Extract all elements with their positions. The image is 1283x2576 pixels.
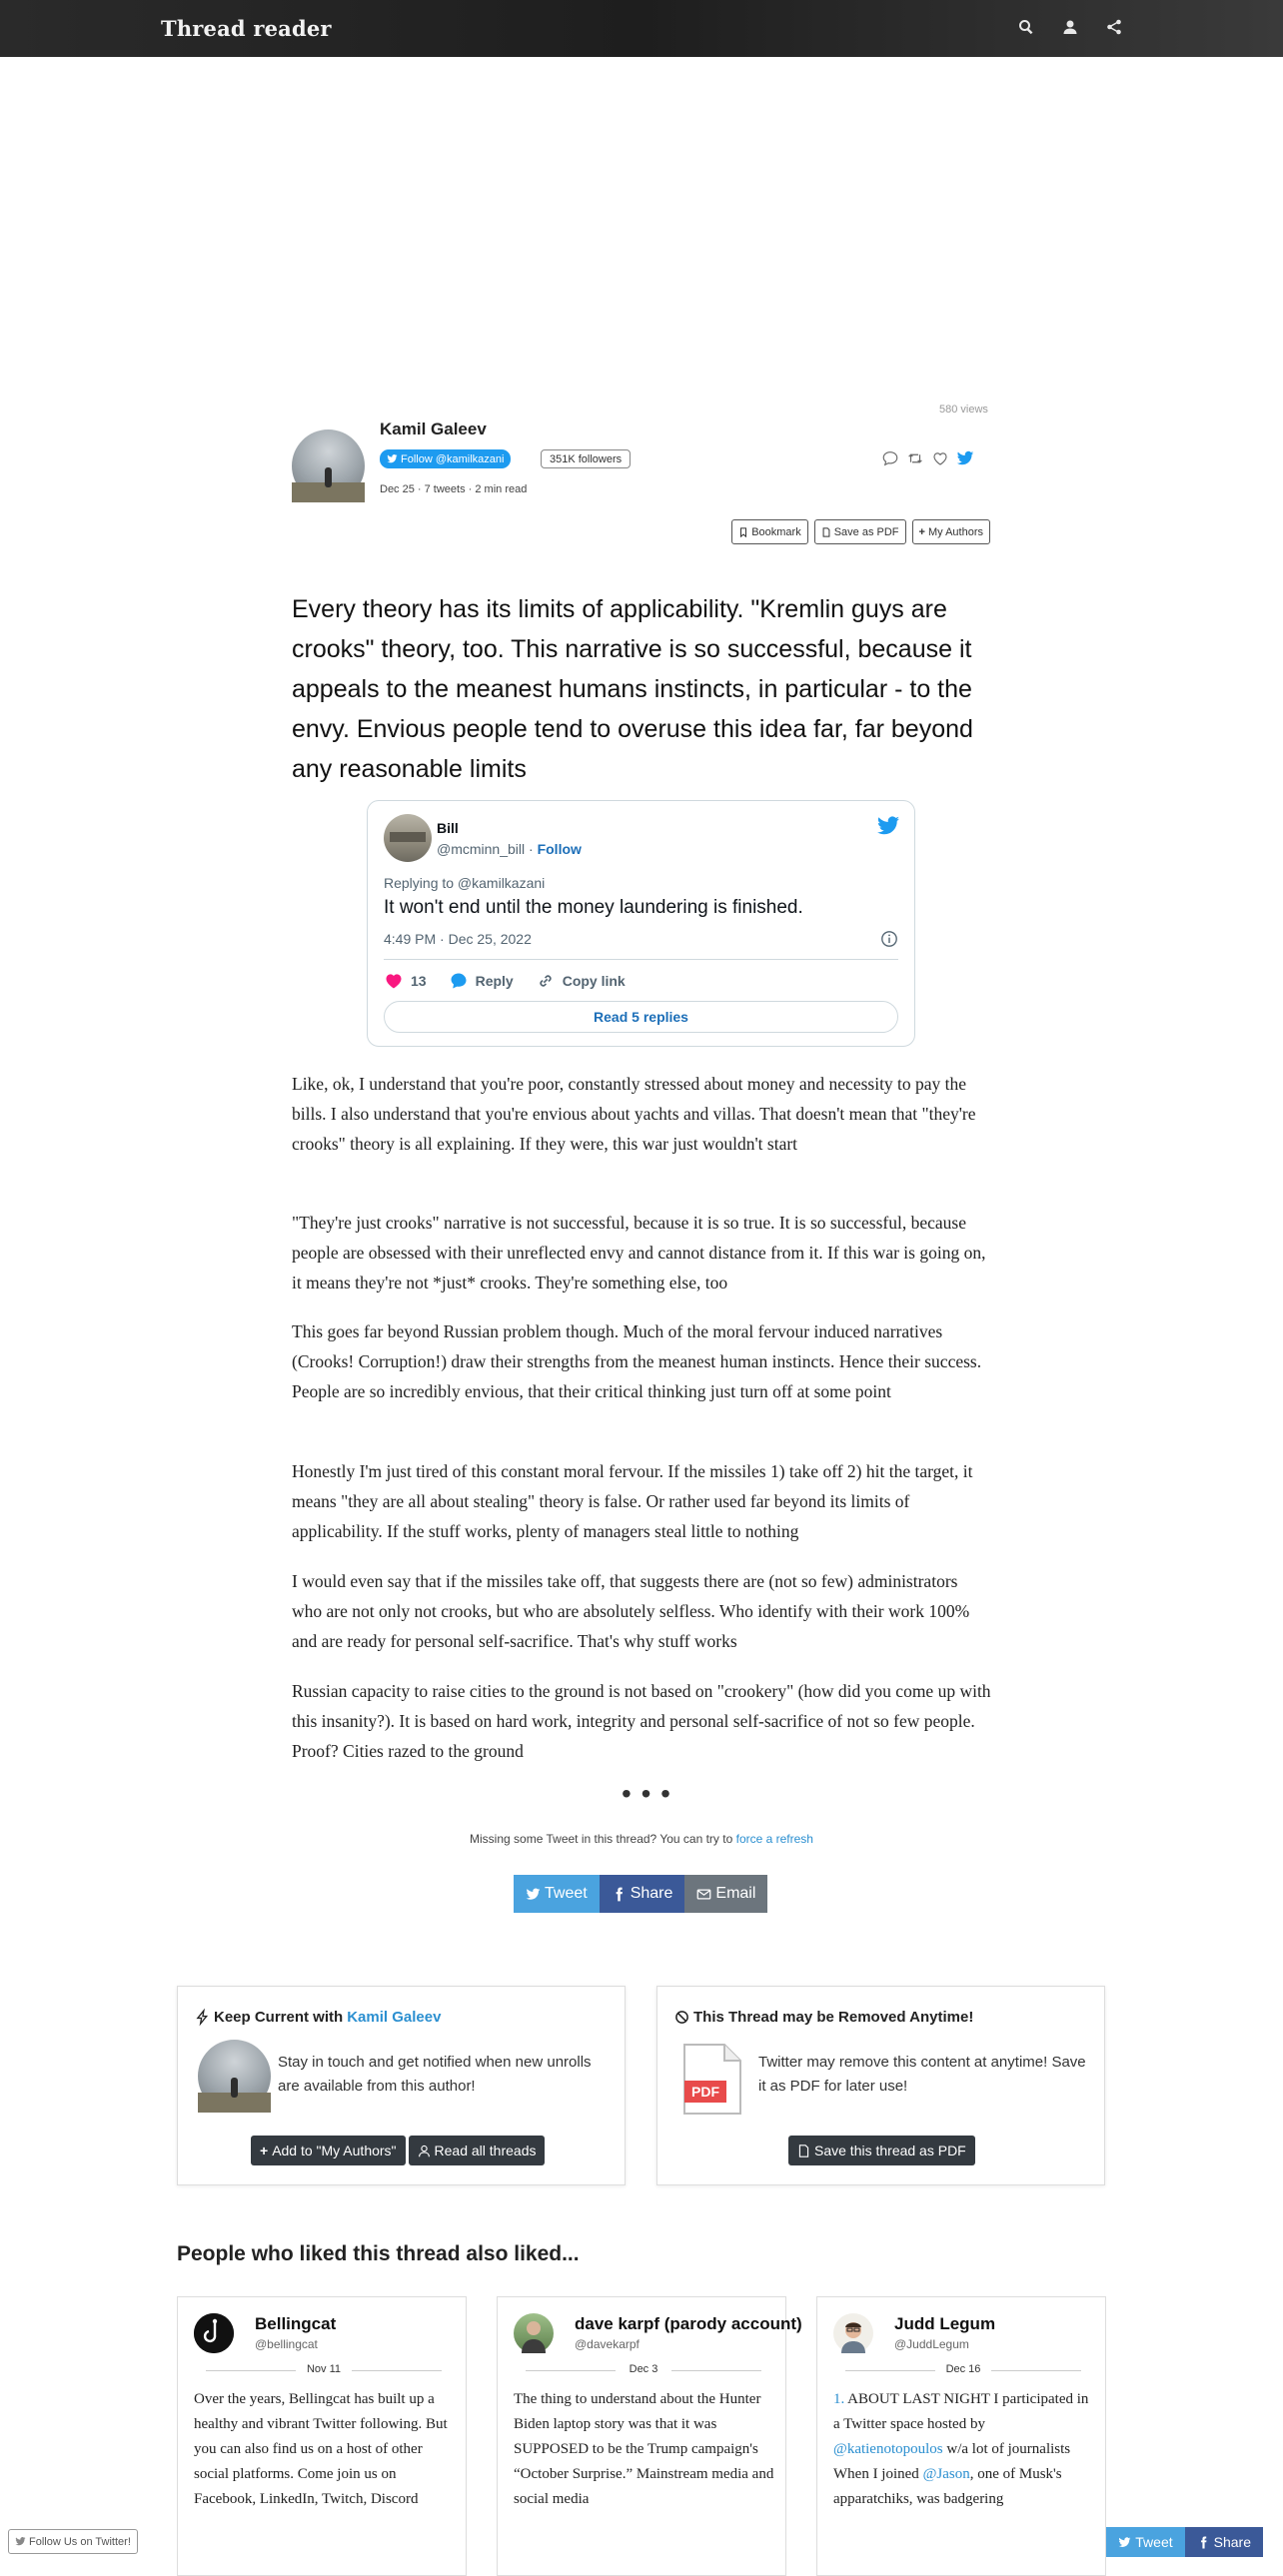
plus-icon: +	[918, 525, 925, 538]
tweet-text-3: "They're just crooks" narrative is not successful, because it is so true. It is so successful, because people are obsessed with their unreflected envy and cannot distance from it. If this war is going on, it means they're not *just* crooks. They're something else, too	[292, 1213, 986, 1292]
tweet-share-label: Tweet	[545, 1885, 588, 1902]
pdf-icon-label: PDF	[691, 2084, 719, 2100]
keep-current-author[interactable]: Kamil Galeev	[347, 2009, 442, 2026]
also-liked-heading: People who liked this thread also liked...	[177, 2242, 580, 2265]
bookmark-icon	[738, 527, 748, 537]
bookmark-label: Bookmark	[751, 525, 801, 538]
embed-like[interactable]	[384, 971, 427, 991]
related-author-name[interactable]: Judd Legum	[894, 2314, 996, 2333]
excerpt-part-a: ABOUT LAST NIGHT I participated in a Twitter space hosted by	[833, 2391, 1089, 2432]
tweet-text-2: Like, ok, I understand that you're poor, constantly stressed about money and necessity to pay the bills. I also understand that you're envious about yachts and villas. That doesn't mean that "they're crooks" theory is all explaining. If they were, this war just wouldn't start	[292, 1074, 976, 1154]
share-icon[interactable]	[1105, 18, 1123, 36]
tweet-text-4: This goes far beyond Russian problem though. Much of the moral fervour induced narratives (Crooks! Corruption!) draw their strengths from the meanest human instincts. Hence their success. People are so incredibly envious, that their critical thinking just turn off at some point	[292, 1321, 982, 1401]
info-icon[interactable]	[880, 930, 898, 948]
brand-logo[interactable]: Thread reader	[161, 16, 332, 41]
removal-title-row	[674, 2009, 973, 2026]
my-authors-label: My Authors	[927, 525, 983, 538]
ban-icon	[674, 2010, 689, 2025]
person-photo-icon	[833, 2313, 873, 2353]
reply-bubble-icon	[449, 971, 469, 991]
related-author-name[interactable]: dave karpf (parody account)	[575, 2314, 802, 2333]
twitter-bird-icon	[1118, 2536, 1131, 2549]
twitter-bird-icon[interactable]	[876, 814, 900, 838]
retweet-icon[interactable]	[906, 449, 924, 467]
related-excerpt: Over the years, Bellingcat has built up a healthy and vibrant Twitter following. But you can also find us on a host of other social platforms. Come join us on Facebook, LinkedIn, Twitch, Discord	[194, 2391, 448, 2507]
related-avatar-bellingcat[interactable]	[194, 2313, 234, 2353]
keep-current-text: Stay in touch and get notified when new unrolls are available from this author!	[278, 2054, 592, 2095]
thread-first-tweet: Every theory has its limits of applicability. "Kremlin guys are crooks" theory, too. This narrative is so successful, because it appeals to the meanest humans instincts, in particular - to the envy. Envious people tend to overuse this idea far, far beyond any reasonable limits	[292, 595, 973, 783]
removal-warning-card	[656, 1986, 1105, 2185]
view-count: 580 views	[939, 404, 988, 416]
search-icon[interactable]	[1017, 18, 1035, 36]
save-pdf-button[interactable]	[814, 519, 906, 544]
author-avatar[interactable]	[292, 429, 365, 502]
related-author-name[interactable]: Bellingcat	[255, 2314, 337, 2333]
sticky-share-buttons	[1106, 2527, 1263, 2557]
user-icon[interactable]	[1061, 18, 1079, 36]
tweet-share-button[interactable]	[514, 1875, 600, 1913]
facebook-share-label: Share	[630, 1885, 673, 1902]
excerpt-part-c: , one of Musk's apparatchiks, was badgering	[833, 2466, 1062, 2507]
related-date: Dec 3	[514, 2363, 773, 2375]
embed-actions	[384, 971, 626, 991]
embed-text: It won't end until the money laundering is finished.	[384, 897, 803, 918]
thread-actions	[731, 519, 990, 544]
facebook-icon	[612, 1887, 627, 1902]
reply-icon[interactable]	[881, 449, 899, 467]
facebook-icon	[1197, 2536, 1210, 2549]
tweet-action-icons	[881, 449, 974, 467]
related-excerpt	[833, 2387, 1095, 2512]
tweet-text-6: I would even say that if the missiles take off, that suggests there are (not so few) administrators who are not only not crooks, but who are absolutely selfless. Who identify with their work 100% and are ready for personal self-sacrifice. That's why stuff works	[292, 1571, 970, 1651]
related-avatar-juddlegum[interactable]	[833, 2313, 873, 2353]
envelope-icon	[696, 1887, 711, 1902]
keep-current-title	[195, 2009, 441, 2026]
embedded-tweet[interactable]	[367, 800, 915, 1047]
user-icon	[418, 2145, 431, 2157]
mention-link[interactable]: @Jason	[922, 2466, 970, 2482]
twitter-bird-icon	[15, 2536, 26, 2547]
like-icon[interactable]	[931, 449, 949, 467]
removal-buttons	[788, 2136, 975, 2165]
bellingcat-logo-icon	[194, 2313, 234, 2353]
save-thread-pdf-label: Save this thread as PDF	[814, 2143, 966, 2158]
read-all-threads-button[interactable]	[409, 2136, 546, 2165]
my-authors-button[interactable]	[912, 519, 990, 544]
file-icon	[797, 2145, 810, 2157]
embed-reply[interactable]	[449, 971, 514, 991]
link-icon	[536, 971, 556, 991]
tweet-text-7: Russian capacity to raise cities to the ground is not based on "crookery" (how did you come up with this insanity?). It is based on hard work, integrity and personal self-sacrifice of not so few people. Proof? Cities razed to the ground	[292, 1681, 991, 1761]
related-thread-card[interactable]	[816, 2296, 1106, 2576]
related-avatar-davekarpf[interactable]	[514, 2313, 554, 2353]
person-photo-icon	[514, 2313, 554, 2353]
related-thread-card[interactable]	[177, 2296, 467, 2576]
embed-author-name[interactable]: Bill	[437, 820, 459, 836]
related-author-handle: @davekarpf	[575, 2337, 640, 2351]
embed-reply-label: Reply	[475, 973, 514, 989]
email-share-label: Email	[715, 1885, 756, 1902]
bookmark-button[interactable]	[731, 519, 808, 544]
twitter-bird-icon	[526, 1887, 541, 1902]
embed-handle-line: @mcminn_bill · Follow	[437, 841, 582, 857]
related-author-handle: @bellingcat	[255, 2337, 318, 2351]
email-share-button[interactable]	[684, 1875, 767, 1913]
follow-label: Follow @kamilkazani	[401, 452, 505, 465]
facebook-share-button[interactable]	[600, 1875, 685, 1913]
follow-button[interactable]	[380, 449, 511, 468]
related-excerpt: The thing to understand about the Hunter Biden laptop story was that it was SUPPOSED to be the Trump campaign's “October Surprise.” Mainstream media and social media	[514, 2391, 774, 2507]
tweet-text-5: Honestly I'm just tired of this constant moral fervour. If the missiles 1) take off 2) hit the target, it means "they are all about stealing" theory is false. Or rather used far beyond its limits of applicability. If the stuff works, plenty of managers steal little to nothing	[292, 1461, 973, 1541]
related-date: Dec 16	[833, 2363, 1093, 2375]
removal-title: This Thread may be Removed Anytime!	[693, 2009, 974, 2026]
heart-icon	[384, 971, 404, 991]
author-name[interactable]: Kamil Galeev	[380, 420, 487, 438]
pdf-file-icon	[681, 2043, 743, 2116]
file-icon	[821, 527, 831, 537]
nav-icons	[1017, 18, 1123, 36]
thread-end-dots: • • •	[622, 1778, 671, 1809]
force-refresh-link[interactable]: force a refresh	[735, 1832, 813, 1846]
sticky-share-button[interactable]	[1185, 2527, 1263, 2557]
embed-timestamp[interactable]: 4:49 PM · Dec 25, 2022	[384, 931, 532, 947]
excerpt-number: 1.	[833, 2391, 845, 2407]
related-date: Nov 11	[194, 2363, 454, 2375]
twitter-bird-icon[interactable]	[956, 449, 974, 467]
related-thread-card[interactable]	[497, 2296, 802, 2576]
excerpt-part-b: w/a lot of journalists When I joined	[833, 2441, 1071, 2482]
read-all-threads-label: Read all threads	[434, 2143, 537, 2158]
add-my-authors-button[interactable]	[251, 2136, 406, 2165]
add-my-authors-label: Add to "My Authors"	[272, 2143, 397, 2158]
read-replies-button[interactable]: Read 5 replies	[384, 1001, 898, 1033]
embed-copy-link-label: Copy link	[562, 973, 626, 989]
embed-replying-to: Replying to @kamilkazani	[384, 875, 546, 891]
keep-current-buttons	[251, 2136, 545, 2165]
embed-handle[interactable]: @mcminn_bill	[437, 841, 526, 857]
sticky-tweet-label: Tweet	[1135, 2534, 1173, 2550]
card-author-avatar	[198, 2040, 271, 2113]
embed-copy-link[interactable]	[536, 971, 626, 991]
top-navbar	[0, 0, 1283, 57]
keep-current-card	[177, 1986, 626, 2185]
follow-us-label: Follow Us on Twitter!	[29, 2535, 131, 2548]
embed-avatar[interactable]	[384, 814, 432, 862]
embed-like-count: 13	[411, 973, 427, 989]
save-pdf-label: Save as PDF	[833, 525, 899, 538]
bolt-icon	[195, 2010, 210, 2025]
related-author-handle: @JuddLegum	[894, 2337, 969, 2351]
missing-text: Missing some Tweet in this thread? You can try to	[470, 1832, 736, 1846]
follow-us-button[interactable]	[8, 2529, 138, 2554]
missing-tweet-notice	[0, 1832, 1283, 1846]
sticky-share-label: Share	[1213, 2534, 1251, 2550]
plus-icon: +	[260, 2143, 269, 2158]
twitter-bird-icon	[387, 453, 398, 464]
embed-divider	[384, 959, 898, 960]
sticky-tweet-button[interactable]	[1106, 2527, 1184, 2557]
mention-link[interactable]: @katienotopoulos	[833, 2441, 943, 2457]
share-buttons	[514, 1875, 767, 1913]
embed-follow-link[interactable]: Follow	[537, 841, 582, 857]
thread-meta: Dec 25 · 7 tweets · 2 min read	[380, 483, 528, 495]
keep-current-prefix: Keep Current with	[214, 2009, 344, 2026]
followers-count: 351K followers	[541, 449, 631, 468]
save-thread-pdf-button[interactable]	[788, 2136, 975, 2165]
removal-text: Twitter may remove this content at anytime! Save it as PDF for later use!	[758, 2054, 1086, 2095]
